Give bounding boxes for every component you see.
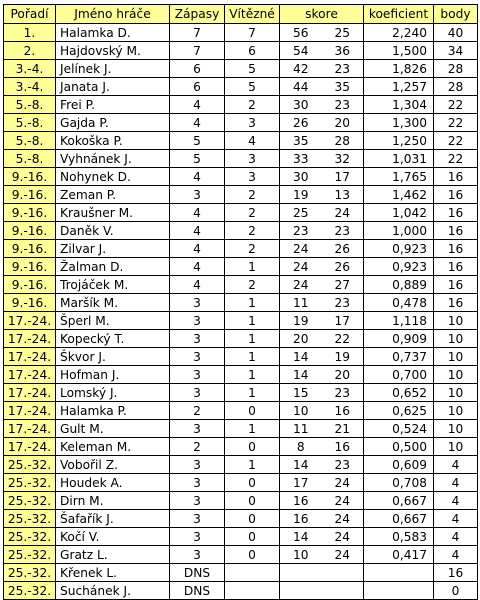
score-against-cell: 23 xyxy=(322,294,364,312)
player-name-cell: Šafařík J. xyxy=(56,510,170,528)
coefficient-cell: 0,889 xyxy=(364,276,434,294)
points-cell: 22 xyxy=(434,150,478,168)
points-cell: 10 xyxy=(434,438,478,456)
wins-cell: 3 xyxy=(225,150,280,168)
rank-cell: 17.-24. xyxy=(4,330,56,348)
score-for-cell: 14 xyxy=(280,456,322,474)
table-row xyxy=(4,348,478,366)
wins-cell: 2 xyxy=(225,240,280,258)
rank-cell: 9.-16. xyxy=(4,276,56,294)
coefficient-cell: 1,462 xyxy=(364,186,434,204)
points-cell: 10 xyxy=(434,366,478,384)
rank-cell: 17.-24. xyxy=(4,402,56,420)
score-against-cell: 13 xyxy=(322,186,364,204)
coefficient-cell: 0,625 xyxy=(364,402,434,420)
points-cell: 4 xyxy=(434,492,478,510)
score-against-cell: 20 xyxy=(322,366,364,384)
score-for-cell: 14 xyxy=(280,366,322,384)
player-name-cell: Gult M. xyxy=(56,420,170,438)
score-against-cell: 35 xyxy=(322,78,364,96)
table-row xyxy=(4,492,478,510)
points-cell: 16 xyxy=(434,168,478,186)
score-against-cell: 16 xyxy=(322,402,364,420)
coefficient-cell: 0,909 xyxy=(364,330,434,348)
rank-cell: 9.-16. xyxy=(4,222,56,240)
points-cell: 4 xyxy=(434,546,478,564)
coefficient-cell: 1,500 xyxy=(364,42,434,60)
coefficient-cell: 0,667 xyxy=(364,510,434,528)
matches-cell: 6 xyxy=(170,78,225,96)
wins-cell: 0 xyxy=(225,510,280,528)
player-name-cell: Škvor J. xyxy=(56,348,170,366)
wins-cell: 3 xyxy=(225,114,280,132)
coefficient-cell: 2,240 xyxy=(364,24,434,42)
header-points: body xyxy=(434,5,478,24)
wins-cell: 1 xyxy=(225,420,280,438)
rank-cell: 3.-4. xyxy=(4,78,56,96)
points-cell: 16 xyxy=(434,240,478,258)
score-for-cell: 23 xyxy=(280,222,322,240)
points-cell: 16 xyxy=(434,276,478,294)
score-against-cell: 36 xyxy=(322,42,364,60)
wins-cell xyxy=(225,564,280,582)
matches-cell: 3 xyxy=(170,384,225,402)
player-name-cell: Kopecký T. xyxy=(56,330,170,348)
player-name-cell: Kočí V. xyxy=(56,528,170,546)
wins-cell: 1 xyxy=(225,384,280,402)
wins-cell: 0 xyxy=(225,474,280,492)
table-row xyxy=(4,582,478,600)
player-name-cell: Dirn M. xyxy=(56,492,170,510)
points-cell: 10 xyxy=(434,330,478,348)
score-for-cell: 11 xyxy=(280,420,322,438)
matches-cell: 4 xyxy=(170,258,225,276)
score-for-cell: 42 xyxy=(280,60,322,78)
points-cell: 22 xyxy=(434,132,478,150)
coefficient-cell: 0,923 xyxy=(364,240,434,258)
table-row xyxy=(4,96,478,114)
rank-cell: 5.-8. xyxy=(4,132,56,150)
score-against-cell: 24 xyxy=(322,528,364,546)
coefficient-cell: 0,652 xyxy=(364,384,434,402)
player-name-cell: Frei P. xyxy=(56,96,170,114)
player-name-cell: Hajdovský M. xyxy=(56,42,170,60)
table-row xyxy=(4,528,478,546)
wins-cell: 2 xyxy=(225,186,280,204)
rank-cell: 9.-16. xyxy=(4,186,56,204)
rank-cell: 9.-16. xyxy=(4,258,56,276)
coefficient-cell: 0,923 xyxy=(364,258,434,276)
rank-cell: 25.-32. xyxy=(4,528,56,546)
score-for-cell: 11 xyxy=(280,294,322,312)
points-cell: 16 xyxy=(434,204,478,222)
points-cell: 16 xyxy=(434,294,478,312)
score-for-cell: 44 xyxy=(280,78,322,96)
score-against-cell: 32 xyxy=(322,150,364,168)
table-row xyxy=(4,420,478,438)
matches-cell: 3 xyxy=(170,510,225,528)
score-for-cell: 54 xyxy=(280,42,322,60)
rank-cell: 2. xyxy=(4,42,56,60)
rank-cell: 17.-24. xyxy=(4,348,56,366)
player-name-cell: Halamka D. xyxy=(56,24,170,42)
header-matches: Zápasy xyxy=(170,5,225,24)
table-row xyxy=(4,474,478,492)
score-against-cell: 26 xyxy=(322,258,364,276)
wins-cell: 3 xyxy=(225,168,280,186)
score-against-cell: 16 xyxy=(322,438,364,456)
player-name-cell: Houdek A. xyxy=(56,474,170,492)
table-row xyxy=(4,168,478,186)
wins-cell: 1 xyxy=(225,312,280,330)
wins-cell: 5 xyxy=(225,78,280,96)
score-against-cell: 27 xyxy=(322,276,364,294)
player-name-cell: Kraušner M. xyxy=(56,204,170,222)
coefficient-cell: 1,826 xyxy=(364,60,434,78)
matches-cell: 7 xyxy=(170,42,225,60)
player-name-cell: Kokoška P. xyxy=(56,132,170,150)
matches-cell: 3 xyxy=(170,186,225,204)
score-for-cell: 14 xyxy=(280,348,322,366)
wins-cell: 0 xyxy=(225,528,280,546)
table-row xyxy=(4,78,478,96)
standings-table xyxy=(3,4,478,600)
matches-cell: 3 xyxy=(170,348,225,366)
table-row xyxy=(4,546,478,564)
score-against-cell: 20 xyxy=(322,114,364,132)
table-row xyxy=(4,330,478,348)
player-name-cell: Trojáček M. xyxy=(56,276,170,294)
table-row xyxy=(4,402,478,420)
score-for-cell: 24 xyxy=(280,276,322,294)
score-against-cell: 21 xyxy=(322,420,364,438)
wins-cell: 5 xyxy=(225,60,280,78)
header-player-name: Jméno hráče xyxy=(56,5,170,24)
score-against-cell: 22 xyxy=(322,330,364,348)
score-against-cell: 26 xyxy=(322,240,364,258)
rank-cell: 17.-24. xyxy=(4,420,56,438)
rank-cell: 25.-32. xyxy=(4,492,56,510)
player-name-cell: Janata J. xyxy=(56,78,170,96)
wins-cell: 1 xyxy=(225,330,280,348)
table-row xyxy=(4,132,478,150)
points-cell: 16 xyxy=(434,186,478,204)
matches-cell: 4 xyxy=(170,168,225,186)
player-name-cell: Gajda P. xyxy=(56,114,170,132)
rank-cell: 17.-24. xyxy=(4,312,56,330)
table-body xyxy=(4,24,478,600)
matches-cell: 3 xyxy=(170,546,225,564)
coefficient-cell: 0,524 xyxy=(364,420,434,438)
wins-cell xyxy=(225,582,280,600)
player-name-cell: Gratz L. xyxy=(56,546,170,564)
rank-cell: 5.-8. xyxy=(4,150,56,168)
table-row xyxy=(4,510,478,528)
score-against-cell: 25 xyxy=(322,24,364,42)
score-against-cell: 24 xyxy=(322,546,364,564)
matches-cell: 5 xyxy=(170,132,225,150)
rank-cell: 3.-4. xyxy=(4,60,56,78)
score-against-cell: 24 xyxy=(322,492,364,510)
score-for-cell: 20 xyxy=(280,330,322,348)
coefficient-cell: 1,304 xyxy=(364,96,434,114)
matches-cell: 4 xyxy=(170,96,225,114)
score-for-cell: 19 xyxy=(280,186,322,204)
table-row xyxy=(4,294,478,312)
wins-cell: 1 xyxy=(225,294,280,312)
score-against-cell: 24 xyxy=(322,474,364,492)
coefficient-cell: 0,583 xyxy=(364,528,434,546)
header-score: skore xyxy=(280,5,364,24)
rank-cell: 5.-8. xyxy=(4,96,56,114)
wins-cell: 2 xyxy=(225,96,280,114)
player-name-cell: Křenek L. xyxy=(56,564,170,582)
coefficient-cell: 0,700 xyxy=(364,366,434,384)
table-row xyxy=(4,366,478,384)
matches-cell: 3 xyxy=(170,420,225,438)
matches-cell: 3 xyxy=(170,366,225,384)
table-row xyxy=(4,258,478,276)
matches-cell: 3 xyxy=(170,312,225,330)
matches-cell: 4 xyxy=(170,222,225,240)
score-for-cell: 25 xyxy=(280,204,322,222)
table-row xyxy=(4,276,478,294)
table-row xyxy=(4,186,478,204)
player-name-cell: Žalman D. xyxy=(56,258,170,276)
coefficient-cell: 1,031 xyxy=(364,150,434,168)
points-cell: 40 xyxy=(434,24,478,42)
table-row xyxy=(4,24,478,42)
matches-cell: 2 xyxy=(170,402,225,420)
score-for-cell: 10 xyxy=(280,546,322,564)
player-name-cell: Keleman M. xyxy=(56,438,170,456)
rank-cell: 9.-16. xyxy=(4,240,56,258)
rank-cell: 9.-16. xyxy=(4,168,56,186)
points-cell: 22 xyxy=(434,96,478,114)
score-for-cell: 16 xyxy=(280,510,322,528)
rank-cell: 5.-8. xyxy=(4,114,56,132)
score-against-cell xyxy=(322,582,364,600)
matches-cell: 3 xyxy=(170,528,225,546)
score-for-cell xyxy=(280,582,322,600)
matches-cell: 7 xyxy=(170,24,225,42)
table-row xyxy=(4,60,478,78)
table-row xyxy=(4,150,478,168)
rank-cell: 25.-32. xyxy=(4,510,56,528)
score-for-cell: 10 xyxy=(280,402,322,420)
rank-cell: 9.-16. xyxy=(4,204,56,222)
matches-cell: 3 xyxy=(170,474,225,492)
coefficient-cell: 1,257 xyxy=(364,78,434,96)
points-cell: 34 xyxy=(434,42,478,60)
score-for-cell: 15 xyxy=(280,384,322,402)
wins-cell: 0 xyxy=(225,492,280,510)
coefficient-cell xyxy=(364,582,434,600)
coefficient-cell: 1,300 xyxy=(364,114,434,132)
coefficient-cell: 0,500 xyxy=(364,438,434,456)
player-name-cell: Daněk V. xyxy=(56,222,170,240)
score-for-cell: 30 xyxy=(280,168,322,186)
points-cell: 10 xyxy=(434,348,478,366)
coefficient-cell: 0,609 xyxy=(364,456,434,474)
rank-cell: 9.-16. xyxy=(4,294,56,312)
score-for-cell: 30 xyxy=(280,96,322,114)
coefficient-cell: 0,478 xyxy=(364,294,434,312)
wins-cell: 2 xyxy=(225,222,280,240)
table-row xyxy=(4,564,478,582)
score-against-cell: 23 xyxy=(322,222,364,240)
matches-cell: 4 xyxy=(170,114,225,132)
table-row xyxy=(4,438,478,456)
player-name-cell: Vyhnánek J. xyxy=(56,150,170,168)
score-against-cell: 24 xyxy=(322,204,364,222)
score-against-cell: 24 xyxy=(322,510,364,528)
score-against-cell: 17 xyxy=(322,312,364,330)
rank-cell: 1. xyxy=(4,24,56,42)
wins-cell: 0 xyxy=(225,438,280,456)
wins-cell: 1 xyxy=(225,456,280,474)
matches-cell: 3 xyxy=(170,456,225,474)
table-row xyxy=(4,240,478,258)
score-against-cell: 19 xyxy=(322,348,364,366)
score-against-cell: 28 xyxy=(322,132,364,150)
score-against-cell: 23 xyxy=(322,384,364,402)
score-for-cell: 35 xyxy=(280,132,322,150)
score-for-cell: 8 xyxy=(280,438,322,456)
score-for-cell: 14 xyxy=(280,528,322,546)
table-row xyxy=(4,456,478,474)
coefficient-cell: 0,708 xyxy=(364,474,434,492)
rank-cell: 25.-32. xyxy=(4,474,56,492)
score-for-cell: 16 xyxy=(280,492,322,510)
points-cell: 28 xyxy=(434,60,478,78)
player-name-cell: Zilvar J. xyxy=(56,240,170,258)
header-wins: Vítězné xyxy=(225,5,280,24)
coefficient-cell: 1,765 xyxy=(364,168,434,186)
score-for-cell: 19 xyxy=(280,312,322,330)
score-against-cell: 23 xyxy=(322,60,364,78)
points-cell: 16 xyxy=(434,564,478,582)
score-for-cell: 56 xyxy=(280,24,322,42)
player-name-cell: Šperl M. xyxy=(56,312,170,330)
rank-cell: 17.-24. xyxy=(4,438,56,456)
matches-cell: 4 xyxy=(170,204,225,222)
rank-cell: 25.-32. xyxy=(4,456,56,474)
matches-cell: 4 xyxy=(170,240,225,258)
rank-cell: 25.-32. xyxy=(4,546,56,564)
player-name-cell: Maršík M. xyxy=(56,294,170,312)
wins-cell: 2 xyxy=(225,276,280,294)
wins-cell: 0 xyxy=(225,402,280,420)
points-cell: 4 xyxy=(434,528,478,546)
wins-cell: 1 xyxy=(225,348,280,366)
wins-cell: 6 xyxy=(225,42,280,60)
score-against-cell: 17 xyxy=(322,168,364,186)
matches-cell: 3 xyxy=(170,294,225,312)
table-row xyxy=(4,384,478,402)
matches-cell: 3 xyxy=(170,492,225,510)
points-cell: 0 xyxy=(434,582,478,600)
wins-cell: 0 xyxy=(225,546,280,564)
coefficient-cell: 0,417 xyxy=(364,546,434,564)
table-row xyxy=(4,222,478,240)
score-against-cell: 23 xyxy=(322,456,364,474)
player-name-cell: Zeman P. xyxy=(56,186,170,204)
wins-cell: 1 xyxy=(225,366,280,384)
matches-cell: 2 xyxy=(170,438,225,456)
coefficient-cell xyxy=(364,564,434,582)
matches-cell: DNS xyxy=(170,564,225,582)
player-name-cell: Jelínek J. xyxy=(56,60,170,78)
matches-cell: 3 xyxy=(170,330,225,348)
coefficient-cell: 1,042 xyxy=(364,204,434,222)
table-row xyxy=(4,42,478,60)
points-cell: 4 xyxy=(434,456,478,474)
points-cell: 10 xyxy=(434,402,478,420)
table-row xyxy=(4,114,478,132)
table-row xyxy=(4,312,478,330)
coefficient-cell: 1,118 xyxy=(364,312,434,330)
points-cell: 4 xyxy=(434,474,478,492)
coefficient-cell: 0,737 xyxy=(364,348,434,366)
rank-cell: 17.-24. xyxy=(4,384,56,402)
score-for-cell: 26 xyxy=(280,114,322,132)
score-against-cell xyxy=(322,564,364,582)
player-name-cell: Nohynek D. xyxy=(56,168,170,186)
matches-cell: 4 xyxy=(170,276,225,294)
header-rank: Pořadí xyxy=(4,5,56,24)
score-for-cell: 17 xyxy=(280,474,322,492)
matches-cell: 6 xyxy=(170,60,225,78)
points-cell: 10 xyxy=(434,384,478,402)
matches-cell: 5 xyxy=(170,150,225,168)
rank-cell: 17.-24. xyxy=(4,366,56,384)
header-row xyxy=(4,5,478,24)
player-name-cell: Halamka P. xyxy=(56,402,170,420)
score-for-cell: 24 xyxy=(280,240,322,258)
points-cell: 10 xyxy=(434,420,478,438)
points-cell: 28 xyxy=(434,78,478,96)
player-name-cell: Lomský J. xyxy=(56,384,170,402)
wins-cell: 2 xyxy=(225,204,280,222)
rank-cell: 25.-32. xyxy=(4,582,56,600)
coefficient-cell: 1,250 xyxy=(364,132,434,150)
rank-cell: 25.-32. xyxy=(4,564,56,582)
wins-cell: 1 xyxy=(225,258,280,276)
points-cell: 16 xyxy=(434,222,478,240)
points-cell: 22 xyxy=(434,114,478,132)
coefficient-cell: 1,000 xyxy=(364,222,434,240)
points-cell: 16 xyxy=(434,258,478,276)
wins-cell: 4 xyxy=(225,132,280,150)
score-for-cell xyxy=(280,564,322,582)
wins-cell: 7 xyxy=(225,24,280,42)
points-cell: 10 xyxy=(434,312,478,330)
table-row xyxy=(4,204,478,222)
player-name-cell: Hofman J. xyxy=(56,366,170,384)
score-for-cell: 33 xyxy=(280,150,322,168)
player-name-cell: Suchánek J. xyxy=(56,582,170,600)
coefficient-cell: 0,667 xyxy=(364,492,434,510)
points-cell: 4 xyxy=(434,510,478,528)
player-name-cell: Vobořil Z. xyxy=(56,456,170,474)
score-against-cell: 23 xyxy=(322,96,364,114)
header-coefficient: koeficient xyxy=(364,5,434,24)
score-for-cell: 24 xyxy=(280,258,322,276)
matches-cell: DNS xyxy=(170,582,225,600)
